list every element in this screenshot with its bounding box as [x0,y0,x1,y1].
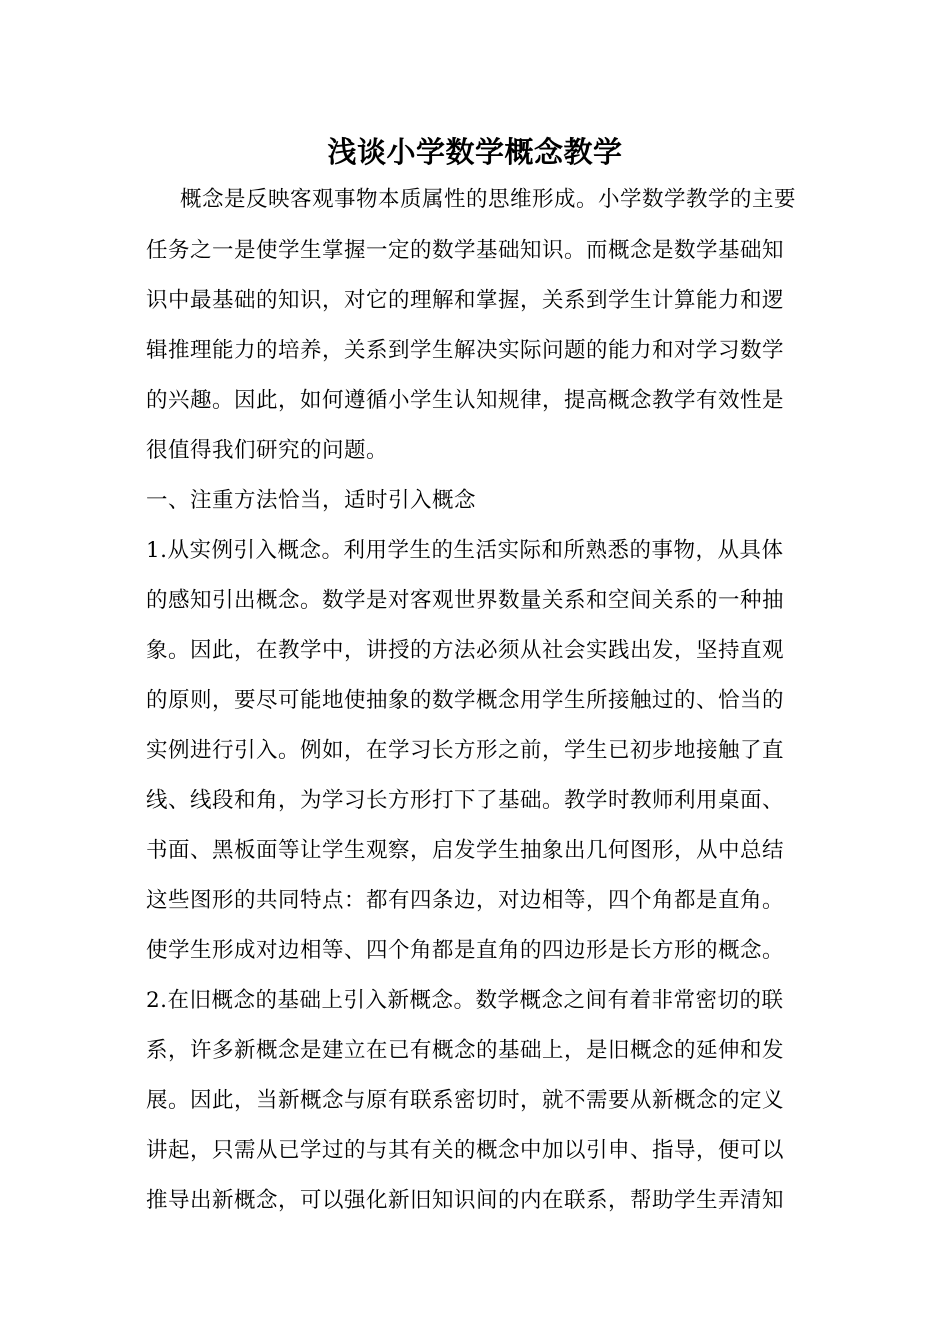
paragraph-line: 讲起，只需从已学过的与其有关的概念中加以引申、指导，便可以 [146,1138,785,1163]
paragraph-line: 很值得我们研究的问题。 [146,438,389,463]
paragraph-line: 系，许多新概念是建立在已有概念的基础上，是旧概念的延伸和发 [146,1038,785,1063]
section-heading: 一、注重方法恰当，适时引入概念 [146,488,477,513]
paragraph-line: 实例进行引入。例如，在学习长方形之前，学生已初步地接触了直 [146,738,785,763]
paragraph-line: 辑推理能力的培养，关系到学生解决实际问题的能力和对学习数学 [146,338,785,363]
paragraph-line: 推导出新概念，可以强化新旧知识间的内在联系，帮助学生弄清知 [146,1188,785,1213]
paragraph-line: 线、线段和角，为学习长方形打下了基础。教学时教师利用桌面、 [146,788,785,813]
paragraph-line: 识中最基础的知识，对它的理解和掌握，关系到学生计算能力和逻 [146,288,785,313]
paragraph-line: 概念是反映客观事物本质属性的思维形成。小学数学教学的主要 [180,187,797,212]
paragraph-line: 书面、黑板面等让学生观察，启发学生抽象出几何图形，从中总结 [146,838,785,863]
paragraph-line: 展。因此，当新概念与原有联系密切时，就不需要从新概念的定义 [146,1088,785,1113]
document-title: 浅谈小学数学概念教学 [327,135,623,169]
paragraph-line: 1.从实例引入概念。利用学生的生活实际和所熟悉的事物，从具体 [146,538,784,563]
paragraph-line: 的兴趣。因此，如何遵循小学生认知规律，提高概念教学有效性是 [146,388,785,413]
paragraph-line: 2.在旧概念的基础上引入新概念。数学概念之间有着非常密切的联 [146,988,784,1013]
paragraph-line: 象。因此，在教学中，讲授的方法必须从社会实践出发，坚持直观 [146,638,785,663]
paragraph-line: 的原则，要尽可能地使抽象的数学概念用学生所接触过的、恰当的 [146,688,785,713]
paragraph-line: 使学生形成对边相等、四个角都是直角的四边形是长方形的概念。 [146,938,785,963]
paragraph-line: 的感知引出概念。数学是对客观世界数量关系和空间关系的一种抽 [146,588,785,613]
paragraph-line: 这些图形的共同特点：都有四条边，对边相等，四个角都是直角。 [146,888,785,913]
paragraph-line: 任务之一是使学生掌握一定的数学基础知识。而概念是数学基础知 [146,238,785,263]
